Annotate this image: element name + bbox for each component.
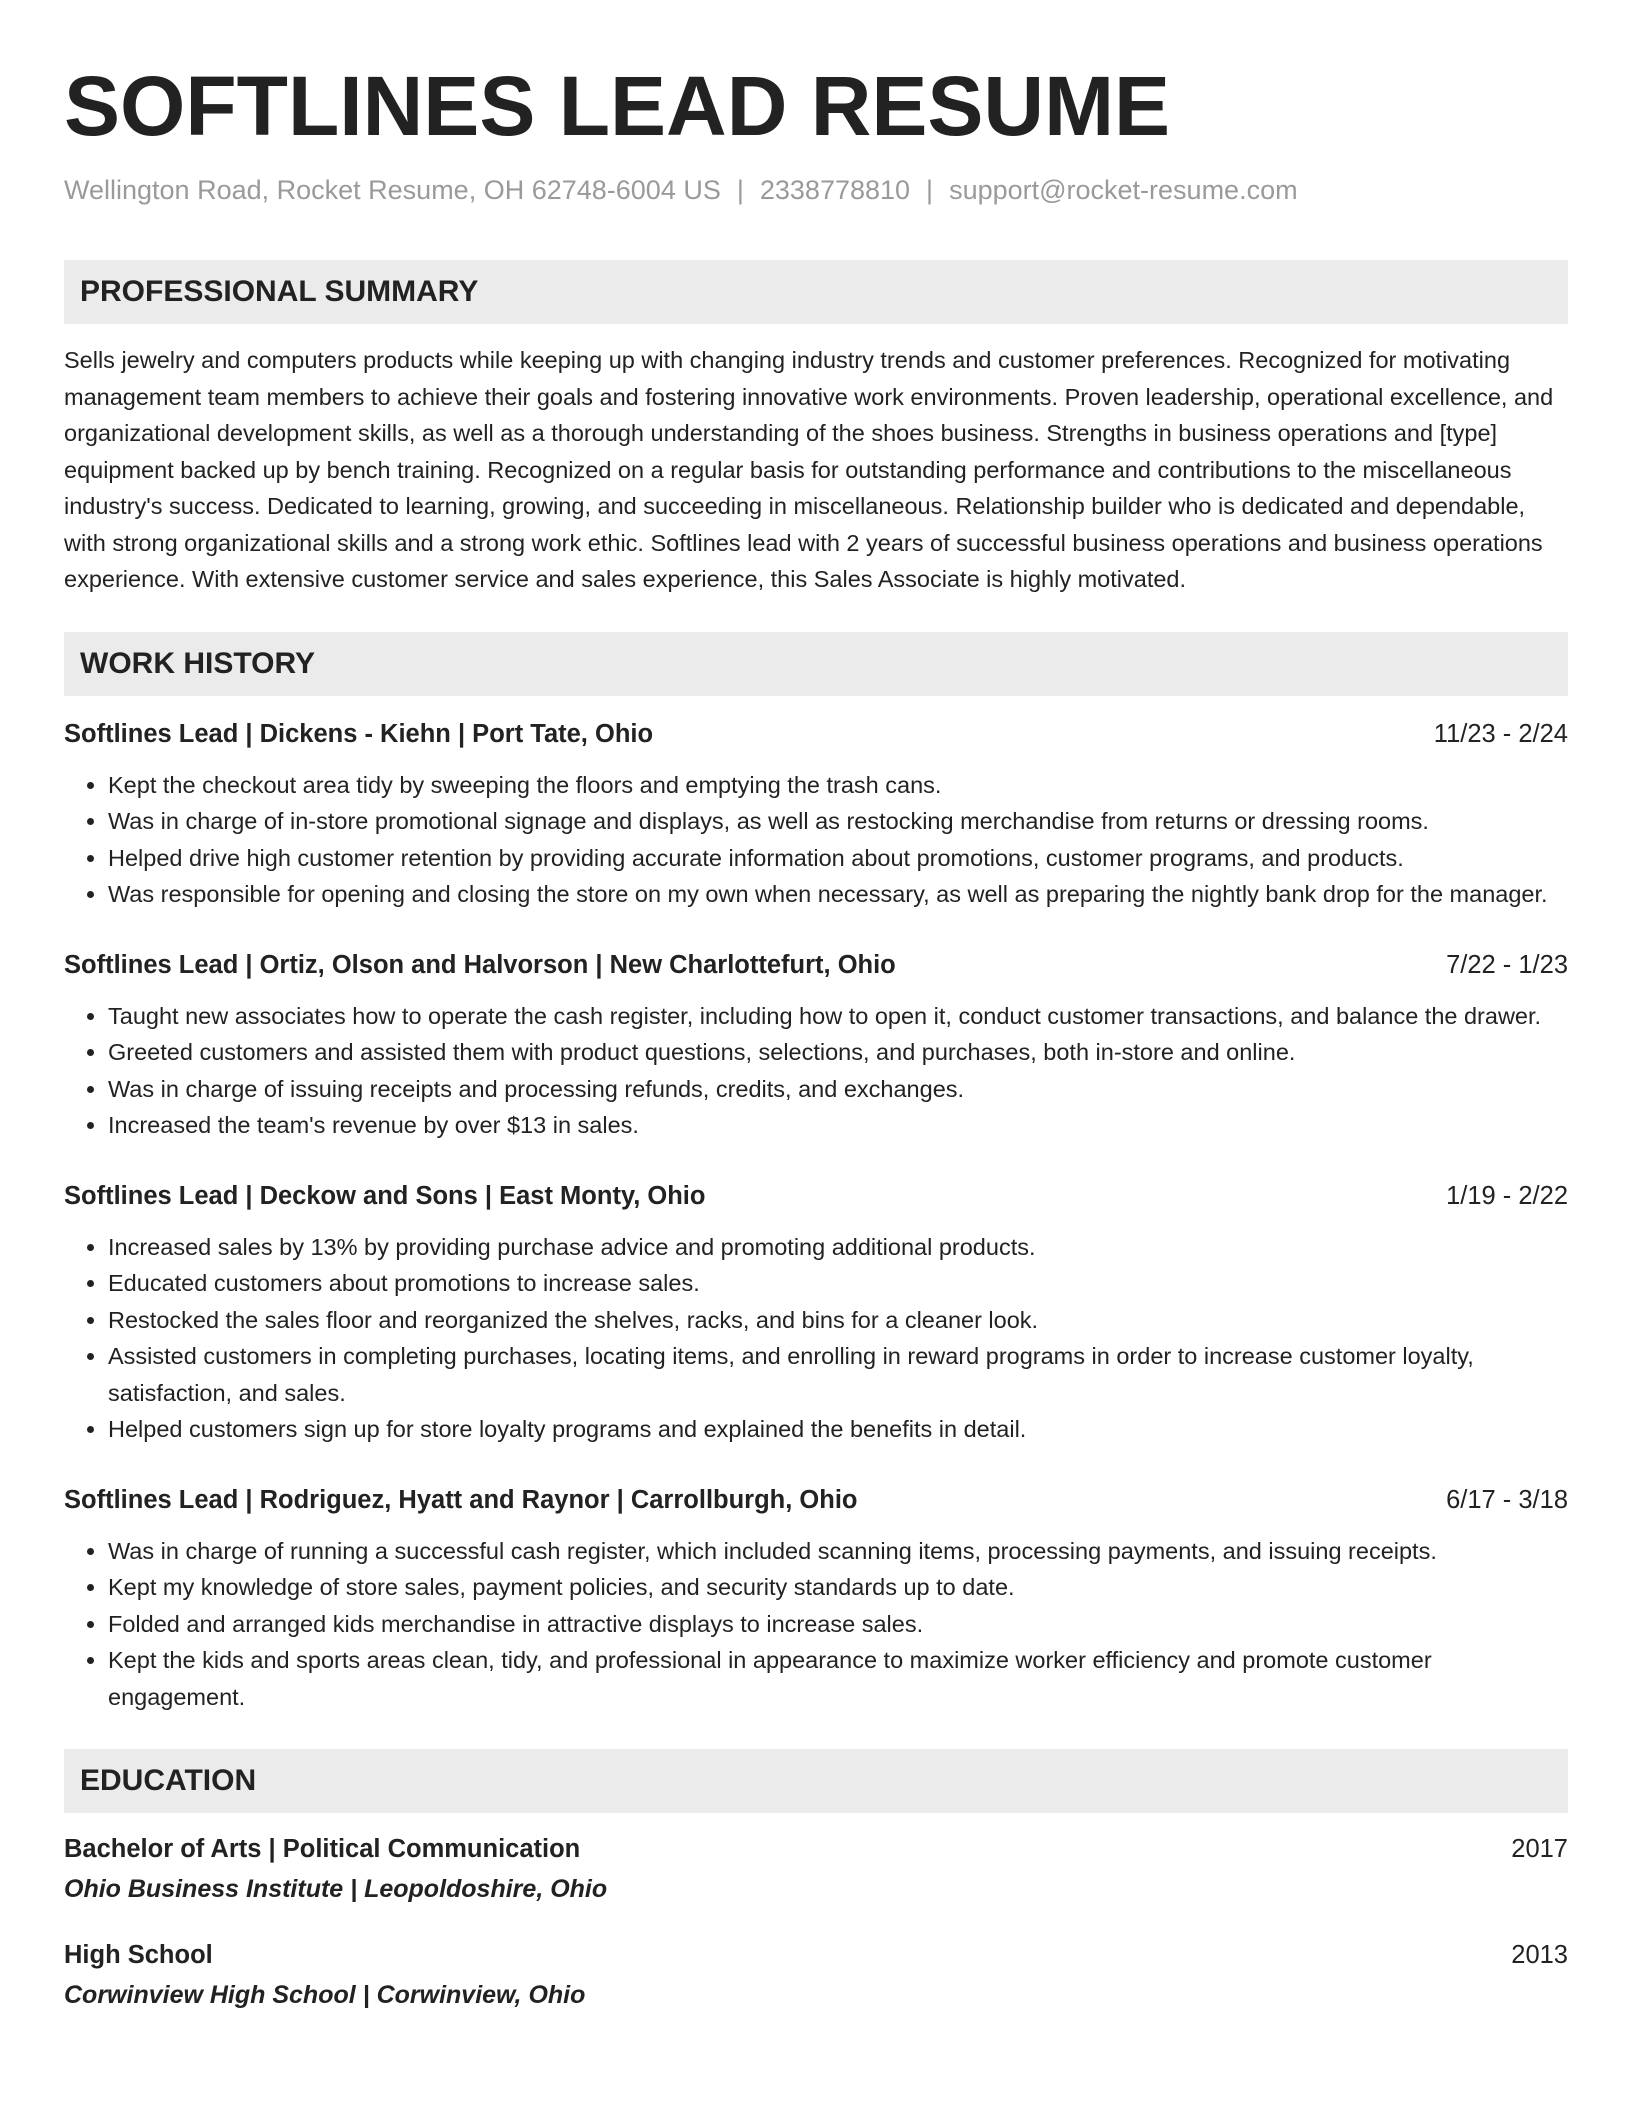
education-header [64, 1937, 1568, 1973]
job-title: Softlines Lead | Ortiz, Olson and Halvorson | New Charlottefurt, Ohio [64, 950, 896, 979]
education-header [64, 1831, 1568, 1867]
job-title: Softlines Lead | Deckow and Sons | East Monty, Ohio [64, 1181, 706, 1210]
job-bullets [64, 998, 1568, 1144]
job-bullet: • Educated customers about promotions to increase sales. [108, 1265, 1568, 1302]
job-dates: 1/19 - 2/22 [1446, 1181, 1568, 1210]
job-title: Softlines Lead | Rodriguez, Hyatt and Raynor | Carrollburgh, Ohio [64, 1485, 858, 1514]
education-entry [64, 1937, 1568, 2013]
job-entry [64, 716, 1568, 913]
job-bullet: • Increased sales by 13% by providing purchase advice and promoting additional products. [108, 1229, 1568, 1266]
education-list [64, 1831, 1568, 2013]
job-header [64, 716, 1568, 752]
education-school: Corwinview High School | Corwinview, Ohio [64, 1981, 586, 2009]
education-school: Ohio Business Institute | Leopoldoshire, Ohio [64, 1875, 608, 1903]
job-bullet: • Was in charge of running a successful cash register, which included scanning items, processing payments, and issuing receipts. [108, 1533, 1568, 1570]
job-bullet: • Taught new associates how to operate the cash register, including how to open it, conduct customer transactions, and balance the drawer. [108, 998, 1568, 1035]
job-bullet: • Was responsible for opening and closing the store on my own when necessary, as well as preparing the nightly bank drop for the manager. [108, 876, 1568, 913]
job-bullet: • Kept my knowledge of store sales, payment policies, and security standards up to date. [108, 1569, 1568, 1606]
contact-phone: 2338778810 [759, 175, 911, 205]
job-bullet: • Greeted customers and assisted them with product questions, selections, and purchases, both in-store and online. [108, 1034, 1568, 1071]
contact-separator: | [926, 175, 934, 205]
job-entry [64, 1482, 1568, 1716]
education-year: 2017 [1511, 1835, 1568, 1863]
job-bullet: • Was in charge of in-store promotional signage and displays, as well as restocking merchandise from returns or dressing rooms. [108, 803, 1568, 840]
job-bullet: • Kept the kids and sports areas clean, tidy, and professional in appearance to maximize worker efficiency and promote customer engagement. [108, 1642, 1568, 1715]
education-degree: Bachelor of Arts | Political Communication [64, 1835, 581, 1863]
job-dates: 7/22 - 1/23 [1446, 950, 1568, 979]
section-header-education: EDUCATION [64, 1749, 1568, 1813]
job-bullet: • Kept the checkout area tidy by sweeping the floors and emptying the trash cans. [108, 767, 1568, 804]
job-header [64, 1178, 1568, 1214]
section-header-summary: PROFESSIONAL SUMMARY [64, 260, 1568, 324]
job-bullets [64, 767, 1568, 913]
job-bullets [64, 1229, 1568, 1448]
education-entry [64, 1831, 1568, 1907]
job-bullet: • Helped customers sign up for store loyalty programs and explained the benefits in detail. [108, 1411, 1568, 1448]
job-entry [64, 1178, 1568, 1448]
job-bullet: • Was in charge of issuing receipts and processing refunds, credits, and exchanges. [108, 1071, 1568, 1108]
job-header [64, 947, 1568, 983]
education-degree: High School [64, 1941, 213, 1969]
job-bullet: • Helped drive high customer retention by providing accurate information about promotions, customer programs, and products. [108, 840, 1568, 877]
job-bullet: • Increased the team's revenue by over $13 in sales. [108, 1107, 1568, 1144]
contact-separator: | [736, 175, 744, 205]
contact-address: Wellington Road, Rocket Resume, OH 62748-6004 US [64, 175, 721, 205]
job-bullets [64, 1533, 1568, 1716]
job-bullet: • Restocked the sales floor and reorganized the shelves, racks, and bins for a cleaner look. [108, 1302, 1568, 1339]
resume-title: SOFTLINES LEAD RESUME [64, 59, 1171, 153]
job-header [64, 1482, 1568, 1518]
summary-text: Sells jewelry and computers products while keeping up with changing industry trends and customer preferences. Recognized for motivating management team members to achieve their goals and fostering innovative work environments. Proven leadership, operational excellence, and organizational development skills, as well as a thorough understanding of the shoes business. Strengths in business operations and [type] equipment backed up by bench training. Recognized on a regular basis for outstanding performance and contributions to the miscellaneous industry's success. Dedicated to learning, growing, and succeeding in miscellaneous. Relationship builder who is dedicated and dependable, with strong organizational skills and a strong work ethic. Softlines lead with 2 years of successful business operations and business operations experience. With extensive customer service and sales experience, this Sales Associate is highly motivated. [64, 347, 1554, 592]
section-header-work-history: WORK HISTORY [64, 632, 1568, 696]
education-year: 2013 [1511, 1941, 1568, 1969]
job-bullet: • Folded and arranged kids merchandise in attractive displays to increase sales. [108, 1606, 1568, 1643]
job-dates: 6/17 - 3/18 [1446, 1485, 1568, 1514]
job-dates: 11/23 - 2/24 [1433, 719, 1568, 748]
job-title: Softlines Lead | Dickens - Kiehn | Port Tate, Ohio [64, 719, 654, 748]
work-history-list [64, 716, 1568, 1716]
job-entry [64, 947, 1568, 1144]
job-bullet: • Assisted customers in completing purchases, locating items, and enrolling in reward programs in order to increase customer loyalty, satisfaction, and sales. [108, 1338, 1568, 1411]
contact-email: support@rocket-resume.com [949, 175, 1298, 205]
contact-line [64, 172, 1568, 208]
